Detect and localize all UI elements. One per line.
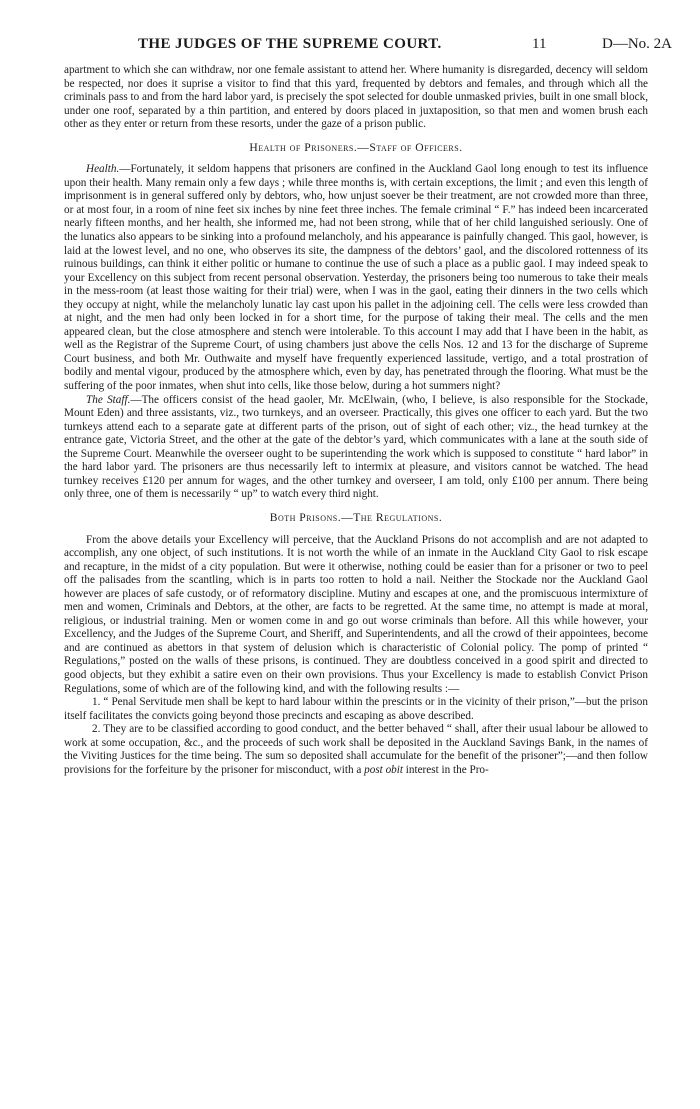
paragraph-intro: apartment to which she can withdraw, nor one female assistant to attend her. Where humanity is disregarded, decency will seldom be respected, nor does it suprise a visitor to find that this yard, frequented by debtors and females, and through which all the criminals pass to and from the hard labor yard, is precisely the spot selected for double unmasked privies, built in one small block, under one roof, separated by a thin partition, and entered by doors placed in juxtaposition, so that men and women brush each other as they enter or return from these resorts, under the gaze of a prison public. [64,64,648,131]
page-number: 11 [532,36,547,52]
section-heading-health: Health of Prisoners.—Staff of Officers. [249,140,463,154]
paragraph-health [64,163,648,393]
list-item-2-text: 2. They are to be classified according to good conduct, and the better behaved “ shall, after their usual labour be allowed to work at some occupation, &c., and the proceeds of such work shall be deposited in the Auckland Savings Bank, in the names of the Viviting Justices for the time being. The sum so deposited shall accumulate for the benefit of the prisoner”;—and then follow provisions for the forfeiture by the prisoner for misconduct, with a [64,723,648,776]
list-item-2-text-end: interest in the Pro- [402,763,489,776]
list-item-1: 1. “ Penal Servitude men shall be kept to hard labour within the prescints or in the vicinity of their prison,”—but the prison itself facilitates the convicts going beyond those precincts and escaping as above described. [64,696,648,722]
page-header [60,36,672,56]
paragraph-lead-staff: The Staff. [86,393,131,406]
emphasis-post-obit: post obit [364,763,403,776]
paragraph-staff-text: —The officers consist of the head gaoler, Mr. McElwain, (who, I believe, is also responsible for the Stockade, Mount Eden) and three assistants, viz., two turnkeys, and an overseer. Practically, this gives one officer to each yard. But the two turnkeys attend each to a separate gate at different parts of the prison, out of sight of each other; viz., the head turnkey at the entrance gate, Victoria Street, and the other at the gate of the debtor’s yard, which communicates with a lane at the south side of the Supreme Court. Meanwhile the overseer ought to be superintending the work which is supposed to constitute “ hard labor” in the hard labor yard. The prisoners are thus necessarily left to intermix at pleasure, and visitors cannot be watched. The head turnkey receives £120 per annum for wages, and the other turnkey and overseer, I am told, only £100 per annum. There being only three, one of them is necessarily “ up” to watch every third night. [64,393,648,501]
paragraph-health-text: —Fortunately, it seldom happens that prisoners are confined in the Auckland Gaol long enough to test its influence upon their health. Many remain only a few days ; while three months is, with certain exceptions, the limit ; and even this length of imprisonment is in general suffered only by debtors, who, how unjust soever be their treatment, are not crowded more than three, or at most four, in a room of nine feet six inches by nine feet three inches. The female criminal “ F.” has indeed been incarcerated nearly fifteen months, and her health, she informed me, had not been strong, while that of her child languished seriously. One of the lunatics also appears to be sinking into a profound melancholy, and his appearance is painfully changed. This gaol, however, is laid at the lowest level, and no one, who observes its site, the dampness of the debtors’ gaol, and the discolored rottenness of its ruinous buildings, can think it either politic or humane to continue the use of such a place as a public gaol. I may indeed speak to your Excellency on this subject from recent personal observation. Yesterday, the prisoners being too numerous to take their meals in the mess-room (at least those waiting for their trial) were, when I was in the gaol, eating their dinners in the two cells which they occupy at night, while the melancholy lunatic lay cast upon his pallet in the adjoining cell. The cells were less crowded than at night, and the men had only been locked in for a short time, for the purpose of taking their meal. The cells and the men appeared clean, but the close atmosphere and stench were intolerable. To this account I may add that I have been in the habit, as well as the Registrar of the Supreme Court, of using chambers just above the cells Nos. 12 and 13 for the discharge of Supreme Court business, and both Mr. Outhwaite and myself have frequently experienced lassitude, vertigo, and a total prostration of bodily and mental vigour, produced by the atmosphere which, even by day, has penetrated through the flooring. What must be the suffering of the poor inmates, when shut into cells, like those below, during a hot summers night? [64,163,648,393]
paragraph-staff [64,394,648,502]
section-heading-regulations: Both Prisons.—The Regulations. [269,510,443,524]
document-code: D—No. 2A [602,36,672,52]
page-body [64,64,648,777]
paragraph-lead-health: Health. [86,163,120,176]
paragraph-regulations: From the above details your Excellency will perceive, that the Auckland Prisons do not accomplish and are not adapted to accomplish, any one object, of such institutions. It is not worth the while of an inmate in the Auckland City Gaol to risk escape and recapture, in the midst of a city population. But were it otherwise, nothing could be easier than for a prisoner or two to peel off the palisades from the scantling, which is in parts too rotten to hold a nail. Neither the Stockade nor the Auckland Gaol however are places of safe custody, or of reformatory discipline. Mutiny and escapes at one, and the promiscuous intermixture of men and women, Criminals and Debtors, at the other, are facts to be regretted. At the same time, no attempt is made at moral, religious, or industrial training. Men or women come in and go out worse criminals than before. All this while however, your Excellency, and the Judges of the Supreme Court, and Sheriff, and Superintendents, and all the crowd of their appointees, become and are continued as abettors in that system of delusion which is characteristic of Colonial policy. The pomp of printed “ Regulations,” posted on the walls of these prisons, is continued. They are doubtless conceived in a good spirit and directed to good objects, but they exhibit a satire even on their own provisions. Thus your Excellency is made to establish Convict Prison Regulations, some of which are of the following kind, and with the following results :— [64,533,648,695]
running-title: THE JUDGES OF THE SUPREME COURT. [138,36,442,52]
list-item-2 [64,723,648,777]
